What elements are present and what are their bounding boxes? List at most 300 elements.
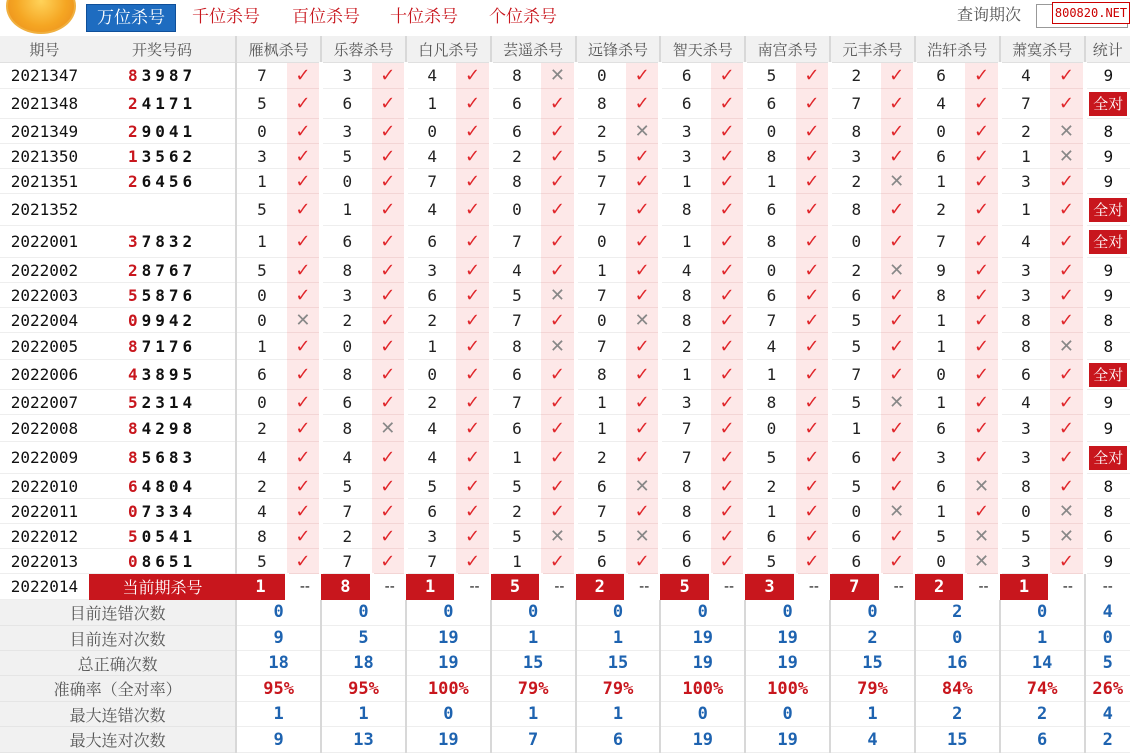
kill-number-cell: 8 [660,474,710,499]
correct-icon: ✓ [287,333,321,360]
kill-number-cell: 6 [915,144,965,169]
stat-cell: 9 [1085,169,1130,194]
correct-icon: ✓ [796,415,830,442]
correct-icon: ✓ [965,283,999,308]
correct-icon: ✓ [372,63,406,89]
summary-value: 0 [321,600,406,626]
kill-number-cell: 1 [406,333,456,360]
period-cell: 2022010 [0,474,89,499]
correct-icon: ✓ [965,333,999,360]
kill-number-cell: 0 [321,169,371,194]
watermark: 800820.NET [1052,2,1130,24]
correct-icon: ✓ [372,549,406,574]
draw-number-cell [89,549,236,574]
summary-value: 15 [576,651,661,676]
summary-value: 4 [830,727,915,753]
summary-value: 15 [830,651,915,676]
correct-icon: ✓ [626,333,660,360]
summary-value: 19 [660,626,745,651]
correct-icon: ✓ [287,474,321,499]
correct-icon: ✓ [711,89,745,119]
draw-first-digit: 8 [127,418,142,438]
correct-icon: ✓ [626,169,660,194]
correct-icon: ✓ [965,360,999,390]
correct-icon: ✓ [711,549,745,574]
correct-icon: ✓ [1050,283,1084,308]
draw-number-cell [89,89,236,119]
column-header: 浩轩杀号 [915,36,1000,63]
kill-number-cell: 4 [745,333,795,360]
correct-icon: ✓ [287,194,321,226]
period-cell: 2022006 [0,360,89,390]
kill-number-cell: 4 [236,499,286,524]
correct-icon: ✓ [881,415,915,442]
correct-icon: ✓ [287,169,321,194]
draw-number-cell [89,308,236,333]
kill-number-cell: 6 [745,524,795,549]
period-cell: 2021350 [0,144,89,169]
kill-number-cell: 6 [830,549,880,574]
summary-stat: 4 [1085,600,1130,626]
correct-icon: ✓ [372,499,406,524]
summary-value: 7 [491,727,576,753]
kill-number-cell: 0 [576,308,626,333]
kill-number-cell: 5 [236,258,286,283]
correct-icon: ✓ [965,499,999,524]
correct-icon: ✓ [626,442,660,474]
summary-value: 19 [745,626,830,651]
draw-first-digit: 0 [127,501,142,521]
summary-value: 19 [406,727,491,753]
correct-icon: ✓ [796,194,830,226]
correct-icon: ✓ [796,442,830,474]
table-row [0,283,1130,308]
current-placeholder: -- [299,578,310,595]
kill-number-cell: 5 [830,333,880,360]
kill-number-cell: 5 [406,474,456,499]
correct-icon: ✓ [1050,63,1084,89]
column-header: 统计 [1085,36,1130,63]
summary-value: 19 [660,727,745,753]
kill-number-cell: 4 [406,144,456,169]
correct-icon: ✓ [711,144,745,169]
kill-number-cell: 3 [321,63,371,89]
correct-icon: ✓ [965,63,999,89]
correct-icon: ✓ [626,89,660,119]
kill-number-cell: 7 [406,549,456,574]
summary-label: 目前连对次数 [0,626,236,651]
kill-number-cell: 7 [830,89,880,119]
correct-icon: ✓ [796,333,830,360]
draw-first-digit: 5 [127,285,142,305]
correct-icon: ✓ [711,308,745,333]
correct-icon: ✓ [287,89,321,119]
correct-icon: ✓ [626,63,660,89]
period-cell: 2022002 [0,258,89,283]
correct-icon: ✓ [456,549,490,574]
correct-icon: ✓ [965,442,999,474]
column-header: 远锋杀号 [576,36,661,63]
period-cell: 2021348 [0,89,89,119]
draw-first-digit: 8 [127,66,142,85]
table-row [0,474,1130,499]
all-correct-badge: 全对 [1089,363,1127,387]
correct-icon: ✓ [965,258,999,283]
table-row [0,415,1130,442]
draw-first-digit: 2 [127,260,142,280]
wrong-icon: ✕ [881,258,915,283]
current-placeholder: -- [554,578,565,595]
kill-number-cell: 0 [321,333,371,360]
correct-icon: ✓ [881,360,915,390]
correct-icon: ✓ [711,226,745,258]
summary-value: 0 [406,600,491,626]
wrong-icon: ✕ [541,524,575,549]
correct-icon: ✓ [456,474,490,499]
kill-number-cell: 0 [915,119,965,144]
draw-number-cell [89,390,236,415]
draw-number-cell [89,442,236,474]
draw-rest-digits: 7334 [141,501,197,521]
kill-number-cell: 0 [745,119,795,144]
column-header: 萧寞杀号 [1000,36,1085,63]
current-label: 当前期杀号 [89,574,236,600]
summary-value: 1 [576,702,661,727]
current-placeholder: -- [893,578,904,595]
correct-icon: ✓ [711,169,745,194]
summary-value: 0 [660,702,745,727]
table-row [0,194,1130,226]
draw-first-digit: 0 [127,551,142,571]
table-row [0,258,1130,283]
correct-icon: ✓ [1050,89,1084,119]
summary-value: 1 [321,702,406,727]
summary-value: 19 [745,651,830,676]
correct-icon: ✓ [541,308,575,333]
correct-icon: ✓ [456,194,490,226]
kill-number-cell: 8 [660,308,710,333]
summary-value: 95% [236,676,321,702]
correct-icon: ✓ [796,499,830,524]
draw-first-digit: 2 [127,171,142,191]
summary-value: 6 [1000,727,1085,753]
summary-value: 79% [576,676,661,702]
tab-5[interactable]: 个位杀号 [489,7,557,27]
kill-number-cell: 6 [321,89,371,119]
kill-number-cell: 3 [1000,549,1050,574]
correct-icon: ✓ [1050,474,1084,499]
correct-icon: ✓ [796,169,830,194]
stat-cell: 8 [1085,333,1130,360]
correct-icon: ✓ [372,474,406,499]
correct-icon: ✓ [965,415,999,442]
kill-number-cell: 2 [321,524,371,549]
draw-rest-digits: 5683 [141,448,197,467]
kill-number-cell: 5 [321,474,371,499]
kill-number-cell: 0 [236,390,286,415]
correct-icon: ✓ [372,226,406,258]
correct-icon: ✓ [626,360,660,390]
kill-number-cell: 0 [915,360,965,390]
draw-number-cell [89,258,236,283]
kill-number-cell: 1 [406,89,456,119]
kill-number-cell: 1 [915,390,965,415]
summary-value: 19 [406,651,491,676]
kill-number-cell: 2 [491,144,541,169]
summary-label: 总正确次数 [0,651,236,676]
correct-icon: ✓ [711,390,745,415]
correct-icon: ✓ [372,194,406,226]
kill-number-cell: 3 [660,119,710,144]
correct-icon: ✓ [456,415,490,442]
wrong-icon: ✕ [287,308,321,333]
all-correct-badge: 全对 [1089,446,1127,470]
period-cell: 2022004 [0,308,89,333]
correct-icon: ✓ [541,226,575,258]
current-kill-number: 8 [321,574,371,600]
draw-rest-digits: 3895 [141,365,197,384]
correct-icon: ✓ [626,226,660,258]
draw-rest-digits: 2314 [141,392,197,412]
kill-number-cell: 5 [491,524,541,549]
correct-icon: ✓ [711,333,745,360]
correct-icon: ✓ [711,474,745,499]
stat-cell [1085,226,1130,258]
period-cell: 2022003 [0,283,89,308]
summary-value: 1 [1000,626,1085,651]
kill-number-cell: 0 [745,415,795,442]
kill-number-cell: 0 [830,226,880,258]
correct-icon: ✓ [372,144,406,169]
kill-number-cell: 2 [915,194,965,226]
kill-number-cell: 1 [491,549,541,574]
column-header: 芸遥杀号 [491,36,576,63]
kill-number-cell: 1 [915,169,965,194]
table-row [0,144,1130,169]
kill-number-cell: 5 [745,442,795,474]
kill-number-cell: 1 [660,169,710,194]
kill-number-cell: 3 [830,144,880,169]
correct-icon: ✓ [796,119,830,144]
draw-first-digit: 8 [127,336,142,356]
correct-icon: ✓ [541,169,575,194]
draw-first-digit: 0 [127,310,142,330]
kill-number-cell: 5 [915,524,965,549]
kill-number-cell: 6 [745,283,795,308]
kill-number-cell: 4 [406,63,456,89]
correct-icon: ✓ [541,499,575,524]
tab-3[interactable]: 百位杀号 [292,7,360,27]
correct-icon: ✓ [881,63,915,89]
correct-icon: ✓ [796,144,830,169]
kill-number-cell: 7 [576,169,626,194]
kill-number-cell: 8 [576,360,626,390]
table-row [0,119,1130,144]
draw-number-cell [89,226,236,258]
correct-icon: ✓ [881,442,915,474]
stat-cell: 8 [1085,474,1130,499]
kill-number-cell: 5 [491,474,541,499]
kill-number-cell: 3 [406,258,456,283]
correct-icon: ✓ [287,524,321,549]
table-row [0,499,1130,524]
kill-number-cell: 0 [745,258,795,283]
site-logo [6,0,76,34]
wrong-icon: ✕ [626,308,660,333]
table-row [0,549,1130,574]
all-correct-badge: 全对 [1089,230,1127,254]
correct-icon: ✓ [372,119,406,144]
kill-number-cell: 2 [1000,119,1050,144]
kill-number-cell: 0 [236,283,286,308]
draw-number-cell [89,360,236,390]
draw-number-cell [89,63,236,89]
kill-number-cell: 8 [491,169,541,194]
correct-icon: ✓ [881,549,915,574]
tab-1[interactable]: 万位杀号 [86,4,176,32]
current-kill-number: 5 [660,574,710,600]
summary-value: 19 [406,626,491,651]
kill-number-cell: 6 [830,442,880,474]
kill-number-cell: 3 [1000,169,1050,194]
correct-icon: ✓ [541,119,575,144]
correct-icon: ✓ [1050,194,1084,226]
summary-row [0,676,1130,702]
correct-icon: ✓ [456,499,490,524]
draw-rest-digits: 9041 [141,121,197,141]
summary-value: 84% [915,676,1000,702]
correct-icon: ✓ [541,194,575,226]
correct-icon: ✓ [711,194,745,226]
kill-number-cell: 1 [576,390,626,415]
correct-icon: ✓ [287,283,321,308]
kill-number-cell: 6 [1000,360,1050,390]
kill-number-cell: 7 [915,226,965,258]
correct-icon: ✓ [881,119,915,144]
stat-cell: 9 [1085,390,1130,415]
kill-number-cell: 8 [321,258,371,283]
column-header: 开奖号码 [89,36,236,63]
correct-icon: ✓ [287,226,321,258]
period-cell: 2022011 [0,499,89,524]
current-kill-number: 1 [236,574,286,600]
draw-rest-digits: 9942 [141,310,197,330]
kill-number-cell: 3 [1000,442,1050,474]
kill-number-cell: 5 [236,549,286,574]
kill-number-cell: 4 [406,442,456,474]
current-placeholder: -- [1062,578,1073,595]
kill-number-cell: 6 [660,524,710,549]
correct-icon: ✓ [1050,390,1084,415]
correct-icon: ✓ [456,144,490,169]
kill-number-cell: 8 [576,89,626,119]
correct-icon: ✓ [456,442,490,474]
correct-icon: ✓ [881,194,915,226]
correct-icon: ✓ [965,89,999,119]
correct-icon: ✓ [541,89,575,119]
kill-number-cell: 8 [660,194,710,226]
correct-icon: ✓ [287,415,321,442]
kill-number-cell: 6 [491,360,541,390]
current-placeholder: -- [469,578,480,595]
kill-number-cell: 0 [491,194,541,226]
kill-number-cell: 8 [830,119,880,144]
correct-icon: ✓ [372,89,406,119]
kill-number-cell: 3 [236,144,286,169]
wrong-icon: ✕ [1050,144,1084,169]
kill-number-cell: 0 [406,360,456,390]
draw-first-digit: 1 [127,146,142,166]
draw-rest-digits: 8767 [141,260,197,280]
stat-cell: 8 [1085,499,1130,524]
correct-icon: ✓ [456,119,490,144]
header-row [0,36,1130,63]
kill-number-cell: 8 [915,283,965,308]
kill-number-cell: 2 [321,308,371,333]
kill-number-cell: 1 [576,415,626,442]
correct-icon: ✓ [372,390,406,415]
kill-number-cell: 5 [745,63,795,89]
correct-icon: ✓ [626,415,660,442]
kill-number-cell: 7 [321,549,371,574]
current-placeholder: -- [384,578,395,595]
correct-icon: ✓ [796,360,830,390]
kill-number-cell: 0 [1000,499,1050,524]
kill-number-cell: 6 [406,283,456,308]
correct-icon: ✓ [711,524,745,549]
correct-icon: ✓ [1050,226,1084,258]
kill-number-cell: 9 [915,258,965,283]
correct-icon: ✓ [711,360,745,390]
summary-value: 0 [745,600,830,626]
correct-icon: ✓ [796,390,830,415]
correct-icon: ✓ [796,226,830,258]
kill-number-cell: 7 [660,442,710,474]
current-placeholder: -- [723,578,735,595]
kill-number-cell: 4 [1000,226,1050,258]
current-kill-number: 3 [745,574,795,600]
kill-number-cell: 1 [1000,194,1050,226]
draw-first-digit: 6 [127,476,142,496]
kill-number-cell: 6 [576,474,626,499]
period-cell: 2022013 [0,549,89,574]
kill-number-cell: 8 [660,499,710,524]
kill-number-cell: 6 [321,226,371,258]
correct-icon: ✓ [796,283,830,308]
summary-value: 79% [830,676,915,702]
draw-first-digit: 5 [127,526,142,546]
kill-number-cell: 1 [660,360,710,390]
kill-number-cell: 7 [236,63,286,89]
period-cell: 2021349 [0,119,89,144]
table-row [0,308,1130,333]
tab-2[interactable]: 千位杀号 [192,7,260,27]
draw-number-cell [89,474,236,499]
kill-number-cell: 4 [1000,63,1050,89]
kill-number-cell: 6 [915,415,965,442]
summary-label: 最大连错次数 [0,702,236,727]
draw-rest-digits: 3987 [141,66,197,85]
correct-icon: ✓ [1050,415,1084,442]
correct-icon: ✓ [541,360,575,390]
table-row [0,89,1130,119]
kill-number-cell: 8 [745,226,795,258]
period-cell: 2021351 [0,169,89,194]
top-bar [0,0,1130,34]
wrong-icon: ✕ [626,474,660,499]
tab-4[interactable]: 十位杀号 [390,7,458,27]
correct-icon: ✓ [1050,549,1084,574]
